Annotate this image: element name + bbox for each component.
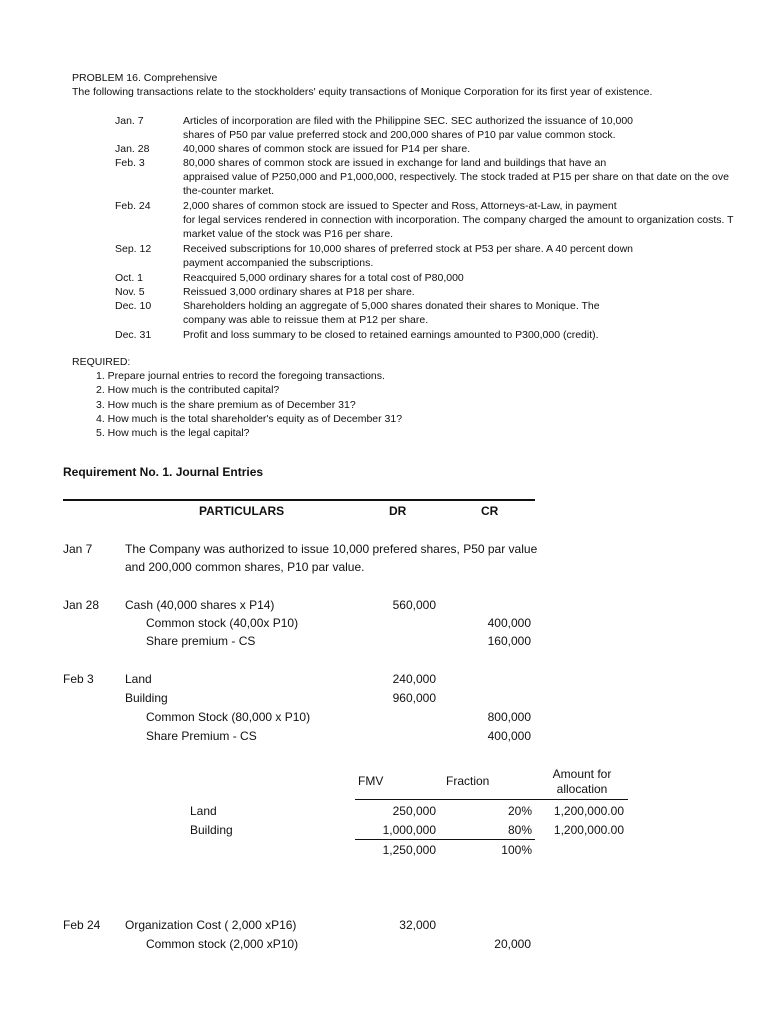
account-credit: Share premium - CS xyxy=(146,634,256,648)
allocation-fraction: 80% xyxy=(507,823,532,837)
transaction-date: Jan. 7 xyxy=(115,115,144,127)
transaction-text: Articles of incorporation are filed with the Philippine SEC. SEC authorized the issuance of 10,000 xyxy=(183,115,634,127)
journal-heading: Requirement No. 1. Journal Entries xyxy=(63,465,264,479)
allocation-amount: 1,200,000.00 xyxy=(553,823,624,837)
amount-cr: 400,000 xyxy=(487,616,531,630)
amount-dr: 240,000 xyxy=(392,672,436,686)
col-header-fmv: FMV xyxy=(358,774,384,788)
transaction-text: 40,000 shares of common stock are issued for P14 per share. xyxy=(183,143,471,155)
entry-date: Jan 28 xyxy=(63,598,100,612)
transaction-text: the-counter market. xyxy=(183,185,275,197)
transaction-text: Profit and loss summary to be closed to retained earnings amounted to P300,000 (credit). xyxy=(183,329,599,341)
col-header-amount: Amount for xyxy=(552,767,612,781)
allocation-amount: 1,200,000.00 xyxy=(553,804,624,818)
transaction-text: payment accompanied the subscriptions. xyxy=(183,257,374,269)
required-item: 4. How much is the total shareholder's equity as of December 31? xyxy=(96,413,403,425)
amount-dr: 960,000 xyxy=(392,691,436,705)
required-item: 3. How much is the share premium as of December 31? xyxy=(96,399,356,411)
transaction-date: Nov. 5 xyxy=(115,286,145,298)
transaction-text: company was able to reissue them at P12 per share. xyxy=(183,314,429,326)
account-credit: Share Premium - CS xyxy=(146,729,257,743)
transaction-date: Feb. 3 xyxy=(115,157,145,169)
transaction-text: Reissued 3,000 ordinary shares at P18 per share. xyxy=(183,286,415,298)
problem-intro: The following transactions relate to the stockholders' equity transactions of Monique Corporation for its first year of existence. xyxy=(72,86,653,98)
memo-text: and 200,000 common shares, P10 par value. xyxy=(125,560,365,574)
transaction-text: shares of P50 par value preferred stock and 200,000 shares of P10 par value common stock. xyxy=(183,129,616,141)
account-credit: Common Stock (80,000 x P10) xyxy=(146,710,311,724)
transaction-text: appraised value of P250,000 and P1,000,000, respectively. The stock traded at P15 per share on that date on the ove xyxy=(183,171,729,183)
entry-date: Feb 3 xyxy=(63,672,94,686)
table-top-rule xyxy=(63,499,535,501)
required-item: 5. How much is the legal capital? xyxy=(96,427,250,439)
account-debit: Building xyxy=(125,691,168,705)
transaction-date: Dec. 31 xyxy=(115,329,152,341)
allocation-fmv: 250,000 xyxy=(392,804,436,818)
account-credit: Common stock (40,00x P10) xyxy=(146,616,299,630)
amount-cr: 160,000 xyxy=(487,634,531,648)
allocation-header-rule xyxy=(355,799,628,800)
required-item: 2. How much is the contributed capital? xyxy=(96,384,280,396)
account-credit: Common stock (2,000 xP10) xyxy=(146,937,299,951)
allocation-fraction: 20% xyxy=(507,804,532,818)
account-debit: Organization Cost ( 2,000 xP16) xyxy=(125,918,297,932)
amount-dr: 32,000 xyxy=(399,918,436,932)
transaction-text: Shareholders holding an aggregate of 5,000 shares donated their shares to Monique. The xyxy=(183,300,600,312)
col-header-particulars: PARTICULARS xyxy=(199,504,285,518)
transaction-date: Dec. 10 xyxy=(115,300,152,312)
allocation-fmv: 1,000,000 xyxy=(382,823,436,837)
col-header-fraction: Fraction xyxy=(446,774,490,788)
required-label: REQUIRED: xyxy=(72,356,131,368)
allocation-total-fraction: 100% xyxy=(501,843,532,857)
allocation-total-rule xyxy=(355,839,535,840)
account-debit: Cash (40,000 shares x P14) xyxy=(125,598,275,612)
allocation-total-fmv: 1,250,000 xyxy=(382,843,436,857)
amount-dr: 560,000 xyxy=(392,598,436,612)
col-header-cr: CR xyxy=(481,504,499,518)
transaction-date: Oct. 1 xyxy=(115,272,144,284)
transaction-date: Sep. 12 xyxy=(115,243,152,255)
transaction-text: market value of the stock was P16 per share. xyxy=(183,228,394,240)
entry-date: Jan 7 xyxy=(63,542,93,556)
allocation-item: Building xyxy=(190,823,233,837)
transaction-text: 80,000 shares of common stock are issued in exchange for land and buildings that have an xyxy=(183,157,607,169)
transaction-text: Received subscriptions for 10,000 shares of preferred stock at P53 per share. A 40 percent down xyxy=(183,243,634,255)
transaction-text: for legal services rendered in connection with incorporation. The company charged the amount to organization costs. T xyxy=(183,214,734,226)
col-header-amount: allocation xyxy=(556,782,608,796)
transaction-date: Jan. 28 xyxy=(115,143,150,155)
col-header-dr: DR xyxy=(389,504,407,518)
transaction-text: Reacquired 5,000 ordinary shares for a total cost of P80,000 xyxy=(183,272,464,284)
transaction-text: 2,000 shares of common stock are issued to Specter and Ross, Attorneys-at-Law, in payment xyxy=(183,200,617,212)
amount-cr: 800,000 xyxy=(487,710,531,724)
entry-date: Feb 24 xyxy=(63,918,101,932)
transaction-date: Feb. 24 xyxy=(115,200,151,212)
account-debit: Land xyxy=(125,672,152,686)
problem-title: PROBLEM 16. Comprehensive xyxy=(72,72,218,84)
required-item: 1. Prepare journal entries to record the foregoing transactions. xyxy=(96,370,385,382)
memo-text: The Company was authorized to issue 10,000 prefered shares, P50 par value xyxy=(125,542,538,556)
amount-cr: 400,000 xyxy=(487,729,531,743)
allocation-item: Land xyxy=(190,804,217,818)
amount-cr: 20,000 xyxy=(494,937,531,951)
